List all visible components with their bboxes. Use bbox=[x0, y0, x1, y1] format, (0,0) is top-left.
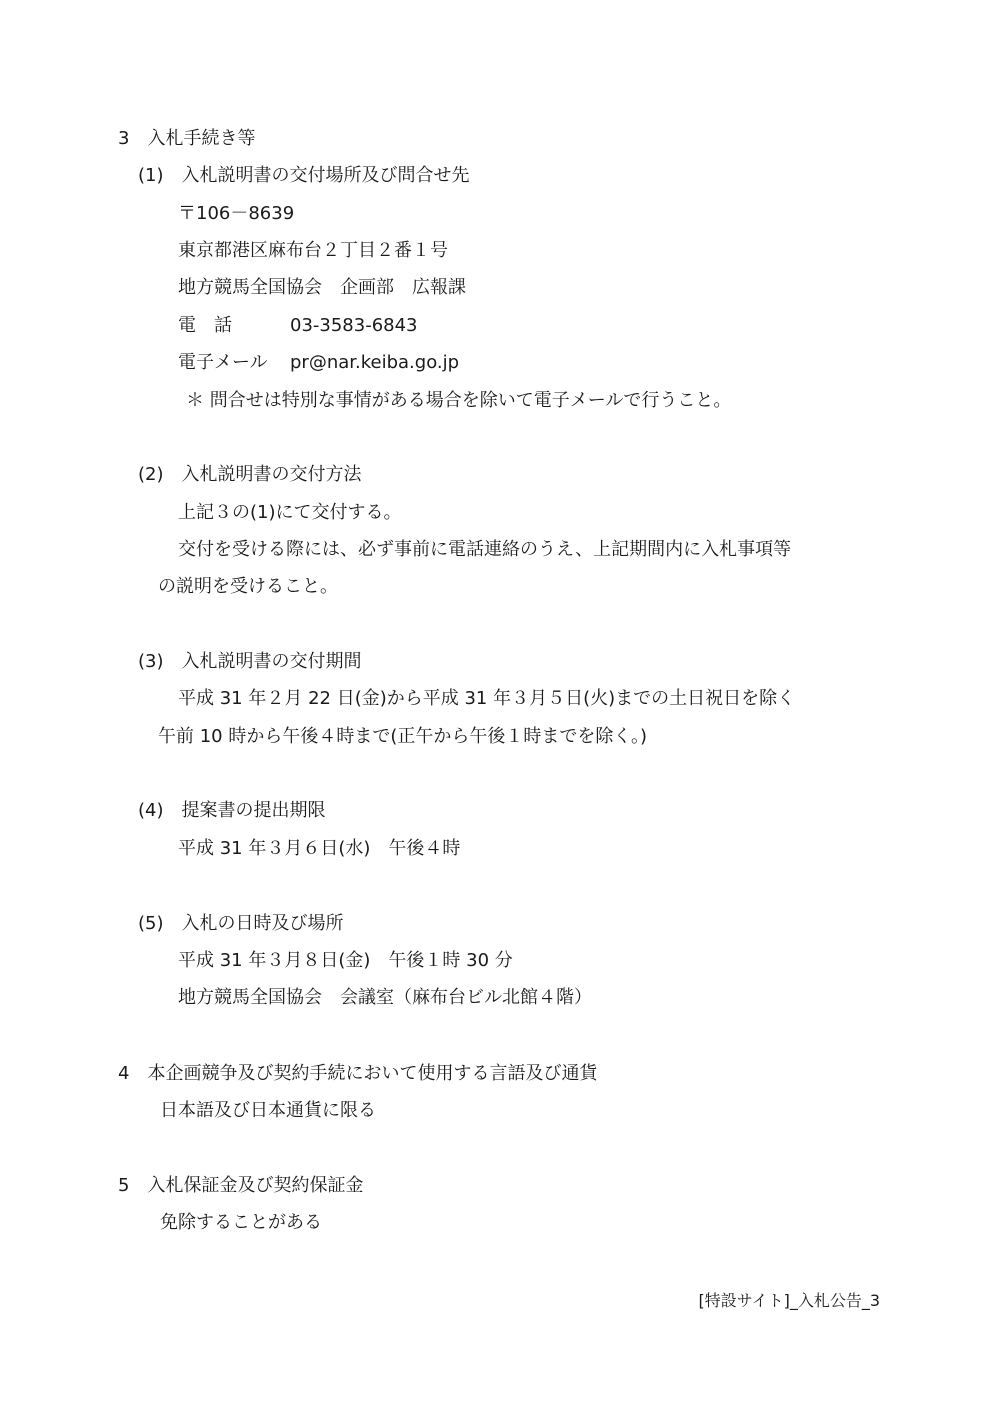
organization: 地方競馬全国協会 企画部 広報課 bbox=[178, 277, 466, 298]
item-3-title: (3) 入札説明書の交付期間 bbox=[138, 651, 362, 672]
contact-note: ＊ 問合せは特別な事情がある場合を除いて電子メールで行うこと。 bbox=[186, 390, 732, 411]
item-5-line-2: 地方競馬全国協会 会議室（麻布台ビル北館４階） bbox=[178, 987, 592, 1008]
email-label: 電子メール bbox=[178, 352, 268, 373]
item-3-line-2: 午前 10 時から午後４時まで(正午から午後１時までを除く。) bbox=[158, 726, 648, 747]
item-1-title: (1) 入札説明書の交付場所及び問合せ先 bbox=[138, 165, 470, 186]
item-5-line-1: 平成 31 年３月８日(金) 午後１時 30 分 bbox=[178, 950, 513, 971]
postal-code: 〒106－8639 bbox=[178, 203, 295, 224]
section-3-heading: 3 入札手続き等 bbox=[118, 128, 256, 149]
phone-number: 03-3583-6843 bbox=[290, 315, 418, 336]
section-5-body: 免除することがある bbox=[160, 1212, 322, 1233]
email-address: pr@nar.keiba.go.jp bbox=[290, 352, 460, 373]
item-5-title: (5) 入札の日時及び場所 bbox=[138, 913, 344, 934]
item-3-line-1: 平成 31 年２月 22 日(金)から平成 31 年３月５日(火)までの土日祝日を除く bbox=[178, 688, 796, 709]
section-4-heading: 4 本企画競争及び契約手続において使用する言語及び通貨 bbox=[118, 1063, 598, 1084]
item-2-title: (2) 入札説明書の交付方法 bbox=[138, 464, 362, 485]
phone-label: 電 話 bbox=[178, 315, 232, 336]
footer-label: [特設サイト]_入札公告_3 bbox=[698, 1291, 880, 1310]
section-5-heading: 5 入札保証金及び契約保証金 bbox=[118, 1175, 364, 1196]
section-4-body: 日本語及び日本通貨に限る bbox=[160, 1100, 376, 1121]
address: 東京都港区麻布台２丁目２番１号 bbox=[178, 240, 448, 261]
item-2-line-1: 上記３の(1)にて交付する。 bbox=[178, 502, 402, 523]
item-2-line-2: 交付を受ける際には、必ず事前に電話連絡のうえ、上記期間内に入札事項等 bbox=[178, 539, 792, 560]
item-2-line-3: の説明を受けること。 bbox=[158, 576, 338, 597]
item-4-title: (4) 提案書の提出期限 bbox=[138, 800, 326, 821]
item-4-line-1: 平成 31 年３月６日(水) 午後４時 bbox=[178, 838, 461, 859]
